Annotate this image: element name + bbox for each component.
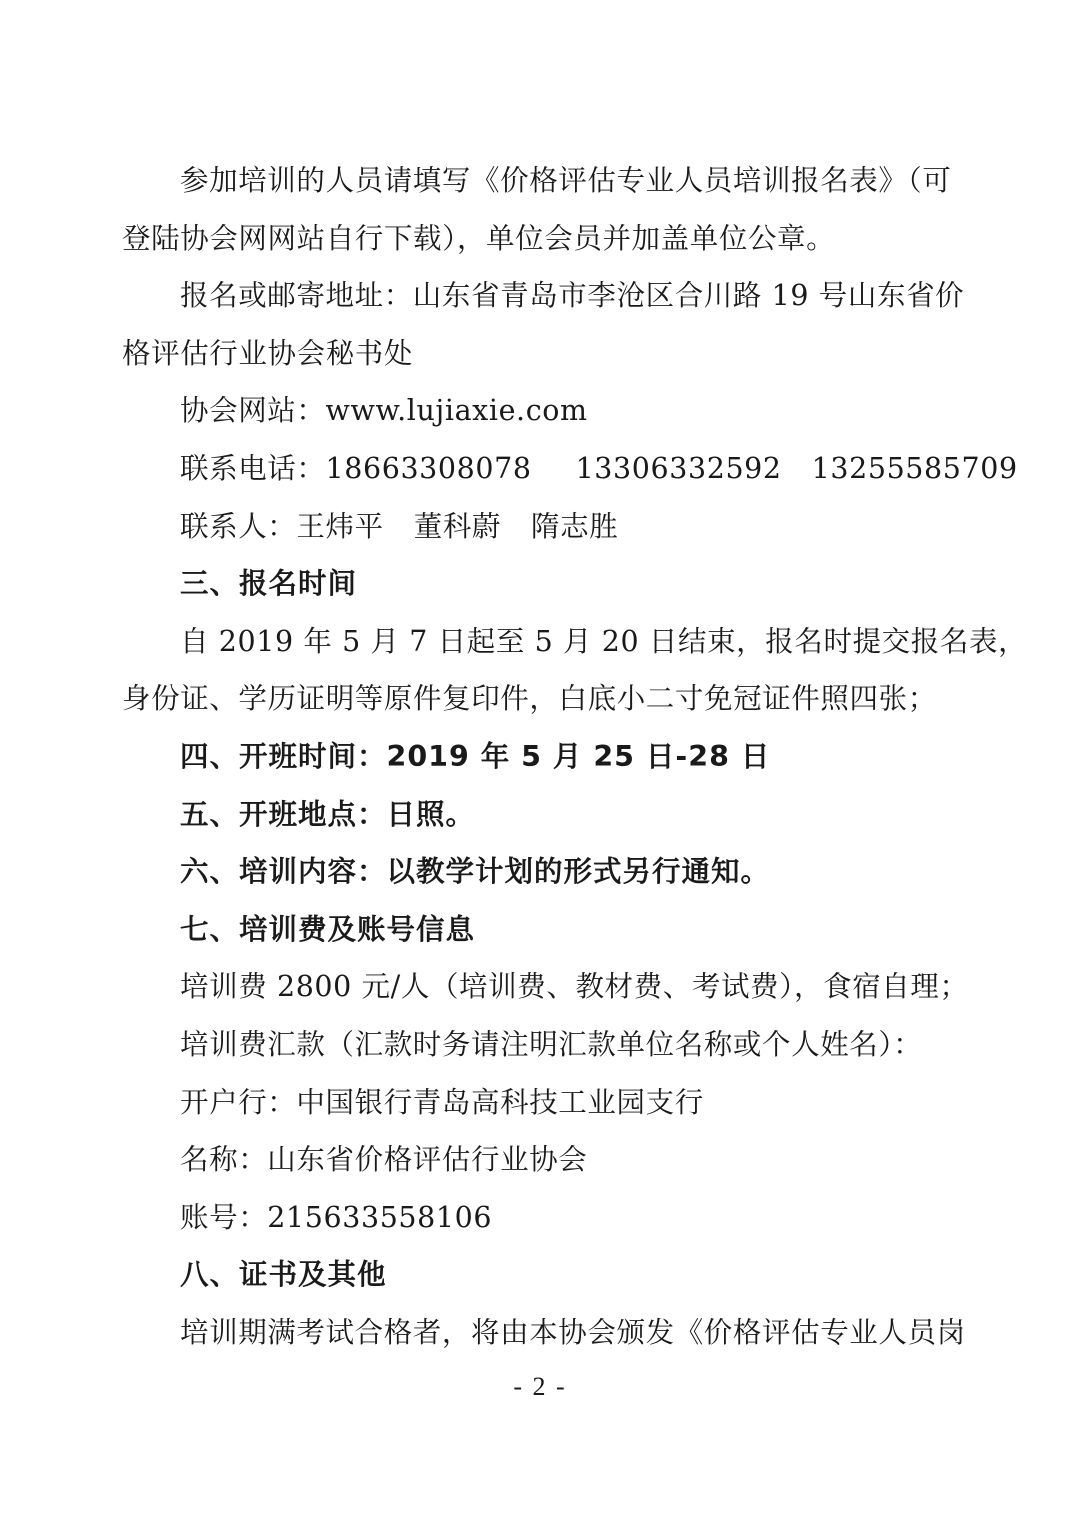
section-heading: 三、报名时间 bbox=[180, 567, 358, 601]
paragraph-line: 自 2019 年 5 月 7 日起至 5 月 20 日结束，报名时提交报名表， bbox=[180, 624, 1028, 658]
paragraph-line: 登陆协会网网站自行下载），单位会员并加盖单位公章。 bbox=[122, 221, 836, 255]
contact-name: 王炜平 bbox=[296, 509, 384, 543]
document-body bbox=[122, 152, 1028, 1361]
phone-number: 13306332592 bbox=[575, 451, 782, 485]
section-heading: 五、开班地点：日照。 bbox=[180, 797, 476, 831]
website-line: 协会网站：www.lujiaxie.com bbox=[180, 394, 588, 428]
contact-line bbox=[122, 498, 958, 556]
contact-name: 董科蔚 bbox=[413, 509, 502, 543]
page-number: - 2 - bbox=[513, 1372, 567, 1401]
bank-line: 开户行：中国银行青岛高科技工业园支行 bbox=[180, 1085, 704, 1119]
section-heading: 八、证书及其他 bbox=[180, 1258, 387, 1292]
contact-name: 隋志胜 bbox=[531, 509, 619, 543]
paragraph-line: 培训费 2800 元/人（培训费、教材费、考试费），食宿自理； bbox=[180, 970, 969, 1004]
section-heading: 六、培训内容：以教学计划的形式另行通知。 bbox=[180, 855, 771, 889]
phone-line bbox=[122, 440, 1018, 498]
account-name-line: 名称：山东省价格评估行业协会 bbox=[180, 1143, 588, 1177]
account-number-line: 账号：215633558106 bbox=[180, 1200, 493, 1234]
contact-label: 联系人： bbox=[180, 509, 297, 543]
paragraph-line: 参加培训的人员请填写《价格评估专业人员培训报名表》（可 bbox=[180, 164, 952, 197]
phone-label: 联系电话： bbox=[180, 451, 326, 485]
phone-number: 13255585709 bbox=[811, 451, 1018, 485]
phone-number: 18663308078 bbox=[325, 451, 532, 485]
paragraph-line: 培训期满考试合格者，将由本协会颁发《价格评估专业人员岗 bbox=[180, 1315, 966, 1349]
paragraph-line: 培训费汇款（汇款时务请注明汇款单位名称或个人姓名）： bbox=[180, 1027, 923, 1061]
section-heading: 四、开班时间：2019 年 5 月 25 日-28 日 bbox=[180, 739, 771, 773]
paragraph-line: 身份证、学历证明等原件复印件，白底小二寸免冠证件照四张； bbox=[122, 682, 937, 716]
section-heading: 七、培训费及账号信息 bbox=[180, 912, 476, 946]
address-line: 格评估行业协会秘书处 bbox=[122, 336, 414, 370]
address-line: 报名或邮寄地址：山东省青岛市李沧区合川路 19 号山东省价 bbox=[180, 279, 965, 313]
